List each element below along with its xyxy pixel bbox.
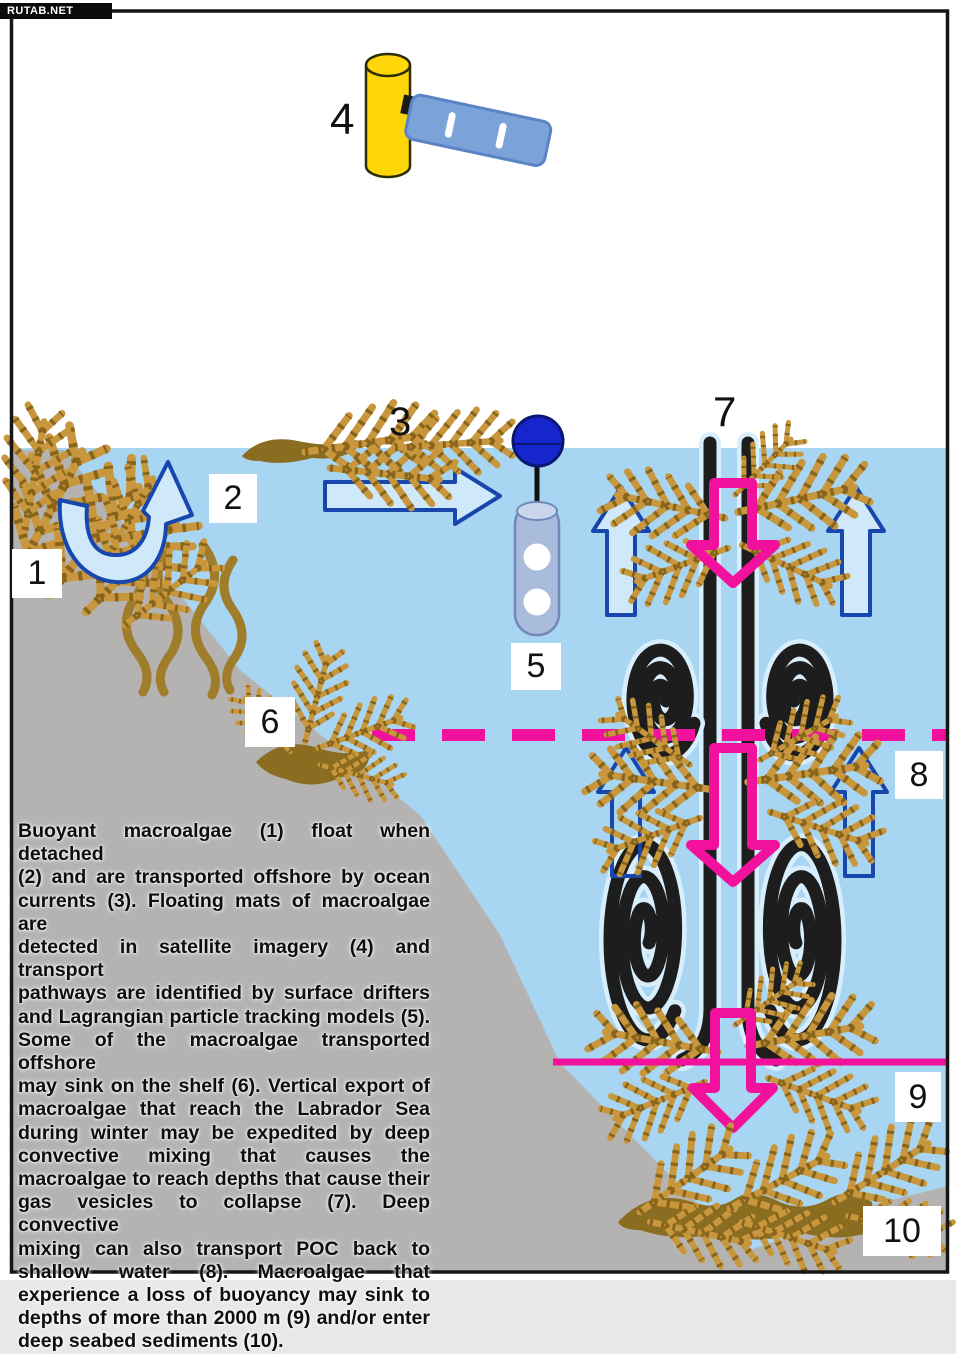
callout-4: 4 xyxy=(330,95,355,144)
caption-line: deep seabed sediments (10). xyxy=(18,1330,284,1353)
watermark-text: RUTAB.NET xyxy=(7,5,74,17)
caption-line: experience a loss of buoyancy may sink to xyxy=(18,1284,430,1307)
callout-label: 10 xyxy=(883,1211,921,1250)
callout-10 xyxy=(863,1206,941,1256)
callout-label: 2 xyxy=(223,479,243,517)
callout-1 xyxy=(12,549,62,598)
caption-line: convective mixing that causes the xyxy=(18,1144,430,1167)
caption-line: gas vesicles to collapse (7). Deep convective xyxy=(18,1191,430,1237)
satellite-icon xyxy=(366,54,552,177)
caption-line: currents (3). Floating mats of macroalgae are xyxy=(18,889,430,935)
caption-line: Some of the macroalgae transported offshore xyxy=(18,1028,430,1075)
solar-panel-icon xyxy=(404,94,552,168)
callout-label: 6 xyxy=(260,702,280,741)
caption-line: depths of more than 2000 m (9) and/or enter xyxy=(18,1307,430,1330)
caption-line: macroalgae that reach the Labrador Sea xyxy=(18,1098,430,1121)
caption-line: during winter may be expedited by deep xyxy=(18,1121,430,1144)
callout-2 xyxy=(209,474,257,523)
callout-6 xyxy=(245,697,295,747)
caption-line: (2) and are transported offshore by ocean xyxy=(18,866,430,889)
callout-8 xyxy=(895,751,943,799)
callout-3: 3 xyxy=(389,400,412,444)
caption-line: may sink on the shelf (6). Vertical export of xyxy=(18,1075,430,1098)
caption-line: pathways are identified by surface drifters xyxy=(18,982,430,1005)
caption-line: detected in satellite imagery (4) and transport xyxy=(18,936,430,982)
caption-line: mixing can also transport POC back to xyxy=(18,1237,430,1260)
surface-drifter-icon xyxy=(513,416,563,635)
callout-5 xyxy=(511,643,561,690)
watermark-banner xyxy=(0,3,112,19)
caption-line: and Lagrangian particle tracking models (5). xyxy=(18,1005,430,1028)
caption-line: Buoyant macroalgae (1) float when detached xyxy=(18,820,430,866)
caption-line: shallow water (8). Macroalgae that xyxy=(18,1260,430,1283)
callout-7: 7 xyxy=(713,388,737,435)
figure-caption xyxy=(18,820,430,1354)
caption-line: macroalgae to reach depths that cause their xyxy=(18,1168,430,1191)
callout-label: 8 xyxy=(909,755,929,794)
callout-9 xyxy=(895,1072,941,1122)
callout-label: 9 xyxy=(908,1077,928,1116)
callout-label: 1 xyxy=(27,554,47,592)
callout-label: 5 xyxy=(526,647,546,685)
